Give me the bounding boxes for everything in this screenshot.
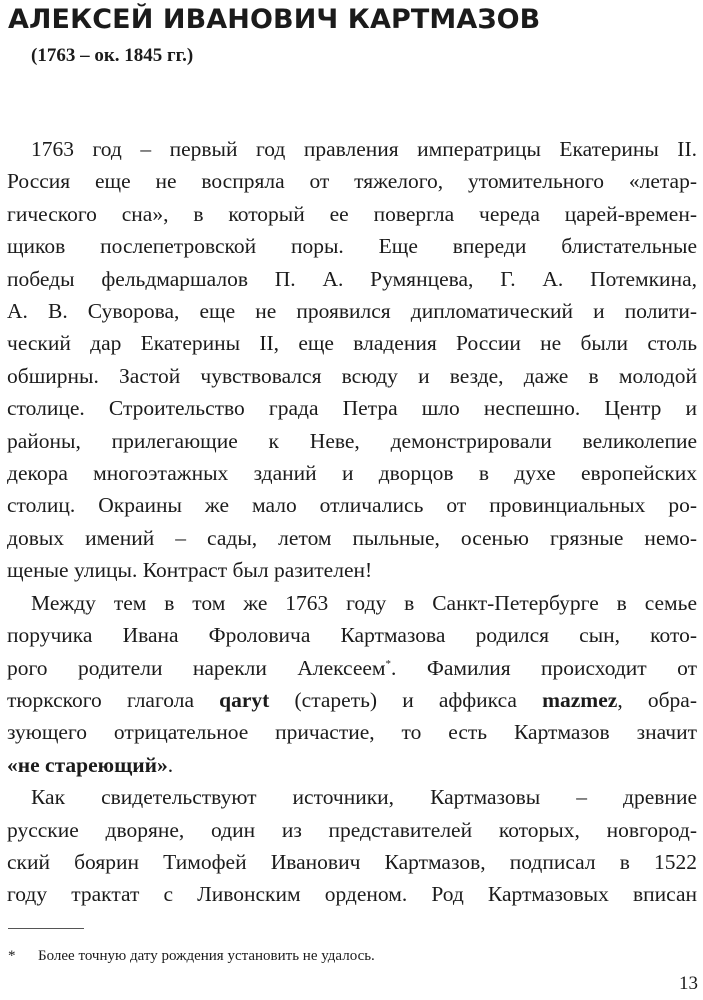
text-line: районы, прилегающие к Неве, демонстрировали великолепие <box>7 428 697 453</box>
text-run: , обра- <box>617 687 697 712</box>
text-line: Россия еще не воспряла от тяжелого, утомительного «летар- <box>7 169 697 194</box>
text-run: . Фамилия происходит от <box>391 655 697 680</box>
text-line: щеные улицы. Контраст был разителен! <box>7 558 373 583</box>
chapter-title: АЛЕКСЕЙ ИВАНОВИЧ КАРТМАЗОВ <box>8 4 541 35</box>
text-line: обширны. Застой чувствовался всюду и везде, даже в молодой <box>7 363 697 388</box>
text-line: ский боярин Тимофей Иванович Картмазов, подписал в 1522 <box>7 849 697 874</box>
term-qaryt: qaryt <box>219 687 270 712</box>
text-line: столице. Строительство града Петра шло неспешно. Центр и <box>7 396 697 421</box>
text-line <box>7 684 697 716</box>
text-run: тюркского глагола <box>7 687 220 712</box>
text-line: году трактат с Ливонским орденом. Род Картмазовых вписан <box>7 882 697 907</box>
paragraph-3 <box>7 781 697 911</box>
text-line: А. В. Суворова, еще не проявился дипломатический и полити- <box>7 299 697 324</box>
text-line: декора многоэтажных зданий и дворцов в духе европейских <box>7 461 697 486</box>
text-line: победы фельдмаршалов П. А. Румянцева, Г. А. Потемкина, <box>7 266 697 291</box>
footnote-text: Более точную дату рождения установить не удалось. <box>38 948 375 964</box>
text-line <box>7 652 697 684</box>
text-line: поручика Ивана Фроловича Картмазова родился сын, кото- <box>7 623 697 648</box>
text-run: . <box>167 752 174 777</box>
text-run: рого родители нарекли Алексеем <box>7 655 386 680</box>
text-line: ческий дар Екатерины II, еще владения России не были столь <box>7 331 697 356</box>
term-meaning: «не стареющий» <box>7 752 168 777</box>
text-line <box>7 749 697 781</box>
text-line: довых имений – сады, летом пыльные, осенью грязные немо- <box>7 525 697 550</box>
page-number: 13 <box>679 973 698 994</box>
footnote <box>8 946 688 966</box>
text-line: Как свидетельствуют источники, Картмазовы – древние <box>31 785 697 810</box>
text-line: зующего отрицательное причастие, то есть Картмазов значит <box>7 720 697 745</box>
paragraph-2 <box>7 587 697 781</box>
footnote-reference: * <box>385 657 392 670</box>
chapter-dates: (1763 – ок. 1845 гг.) <box>31 45 194 66</box>
paragraph-1 <box>7 133 697 587</box>
body-text <box>7 133 697 911</box>
text-line: 1763 год – первый год правления императрицы Екатерины II. <box>31 137 697 161</box>
text-line: русские дворяне, один из представителей которых, новгород- <box>7 817 697 842</box>
footnote-divider <box>8 928 84 929</box>
term-mazmez: mazmez <box>542 687 618 712</box>
text-line: гического сна», в который ее повергла череда царей-времен- <box>7 201 697 226</box>
footnote-mark: * <box>8 948 16 964</box>
text-line: Между тем в том же 1763 году в Санкт-Петербурге в семье <box>31 590 697 615</box>
text-run: (стареть) и аффикса <box>269 687 543 712</box>
text-line: щиков послепетровской поры. Еще впереди блистательные <box>7 234 697 259</box>
text-line: столиц. Окраины же мало отличались от провинциальных ро- <box>7 493 697 518</box>
